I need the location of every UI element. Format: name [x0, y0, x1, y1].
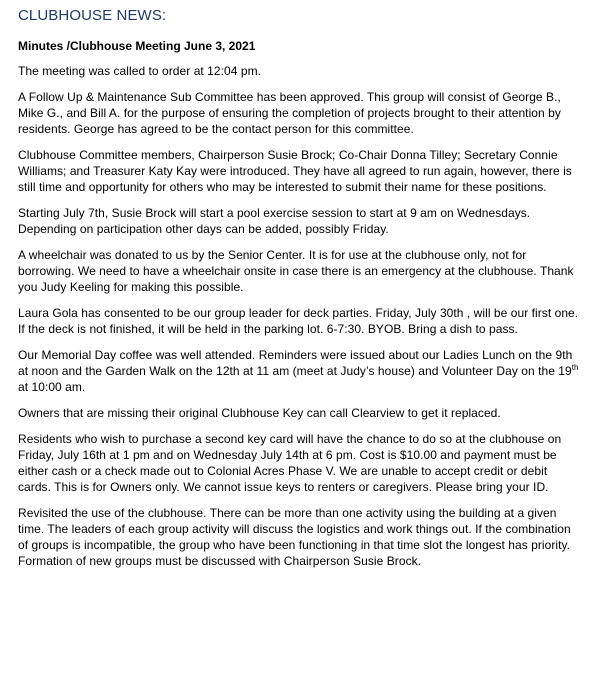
paragraph-key-card: Residents who wish to purchase a second key card will have the chance to do so at the clubhouse on Friday, July 16th at 1 pm and on Wednesday July 14th at 6 pm. Cost is $10.00 and payment must be either cash or a check made out to Colonial Acres Phase V. We are unable to accept credit or debit cards. This is for Owners only. We cannot issue keys to renters or caregivers. Please bring your ID. — [18, 432, 562, 494]
memorial-day-text: Our Memorial Day coffee was well attended. Reminders were issued about our Ladies Lunch on the 9th at noon and the Garden Walk on the 12th at 11 am (meet at Judy’s house) and Volunteer Day on the 19 — [18, 348, 573, 378]
paragraph-clubhouse-use: Revisited the use of the clubhouse. There can be more than one activity using the building at a given time. The leaders of each group activity will discuss the logistics and work things out. If the combination of groups is incompatible, the group who have been functioning in that time slot the longest has priority. Formation of new groups must be discussed with Chairperson Susie Brock. — [18, 506, 571, 568]
minutes-title: Minutes /Clubhouse Meeting June 3, 2021 — [18, 39, 256, 53]
paragraph-pool-exercise: Starting July 7th, Susie Brock will start a pool exercise session to start at 9 am on Wednesdays. Depending on participation other days can be added, possibly Friday. — [18, 206, 531, 236]
paragraph-memorial-day — [18, 347, 581, 395]
paragraph-missing-key: Owners that are missing their original Clubhouse Key can call Clearview to get it replaced. — [18, 406, 501, 420]
ordinal-superscript: th — [571, 363, 579, 372]
paragraph-call-to-order: The meeting was called to order at 12:04 pm. — [18, 64, 261, 78]
memorial-day-text-end: at 10:00 am. — [18, 380, 86, 394]
paragraph-deck-parties: Laura Gola has consented to be our group leader for deck parties. Friday, July 30th , will be our first one. If the deck is not finished, it will be held in the parking lot. 6-7:30. BYOB. Bring a dish to pass. — [18, 306, 579, 336]
paragraph-subcommittee: A Follow Up & Maintenance Sub Committee has been approved. This group will consist of George B., Mike G., and Bill A. for the purpose of ensuring the completion of projects brought to their attention by residents. George has agreed to be the contact person for this committee. — [18, 90, 561, 136]
paragraph-wheelchair: A wheelchair was donated to us by the Senior Center. It is for use at the clubhouse only, not for borrowing. We need to have a wheelchair onsite in case there is an emergency at the clubhouse. Thank you Judy Keeling for making this possible. — [18, 248, 574, 294]
newsletter-heading: CLUBHOUSE NEWS: — [18, 7, 167, 24]
paragraph-committee-members: Clubhouse Committee members, Chairperson Susie Brock; Co-Chair Donna Tilley; Secretary Connie Williams; and Treasurer Katy Kay were introduced. They have all agreed to run again, however, there is still time and opportunity for others who may be interested to submit their name for these positions. — [18, 148, 572, 194]
